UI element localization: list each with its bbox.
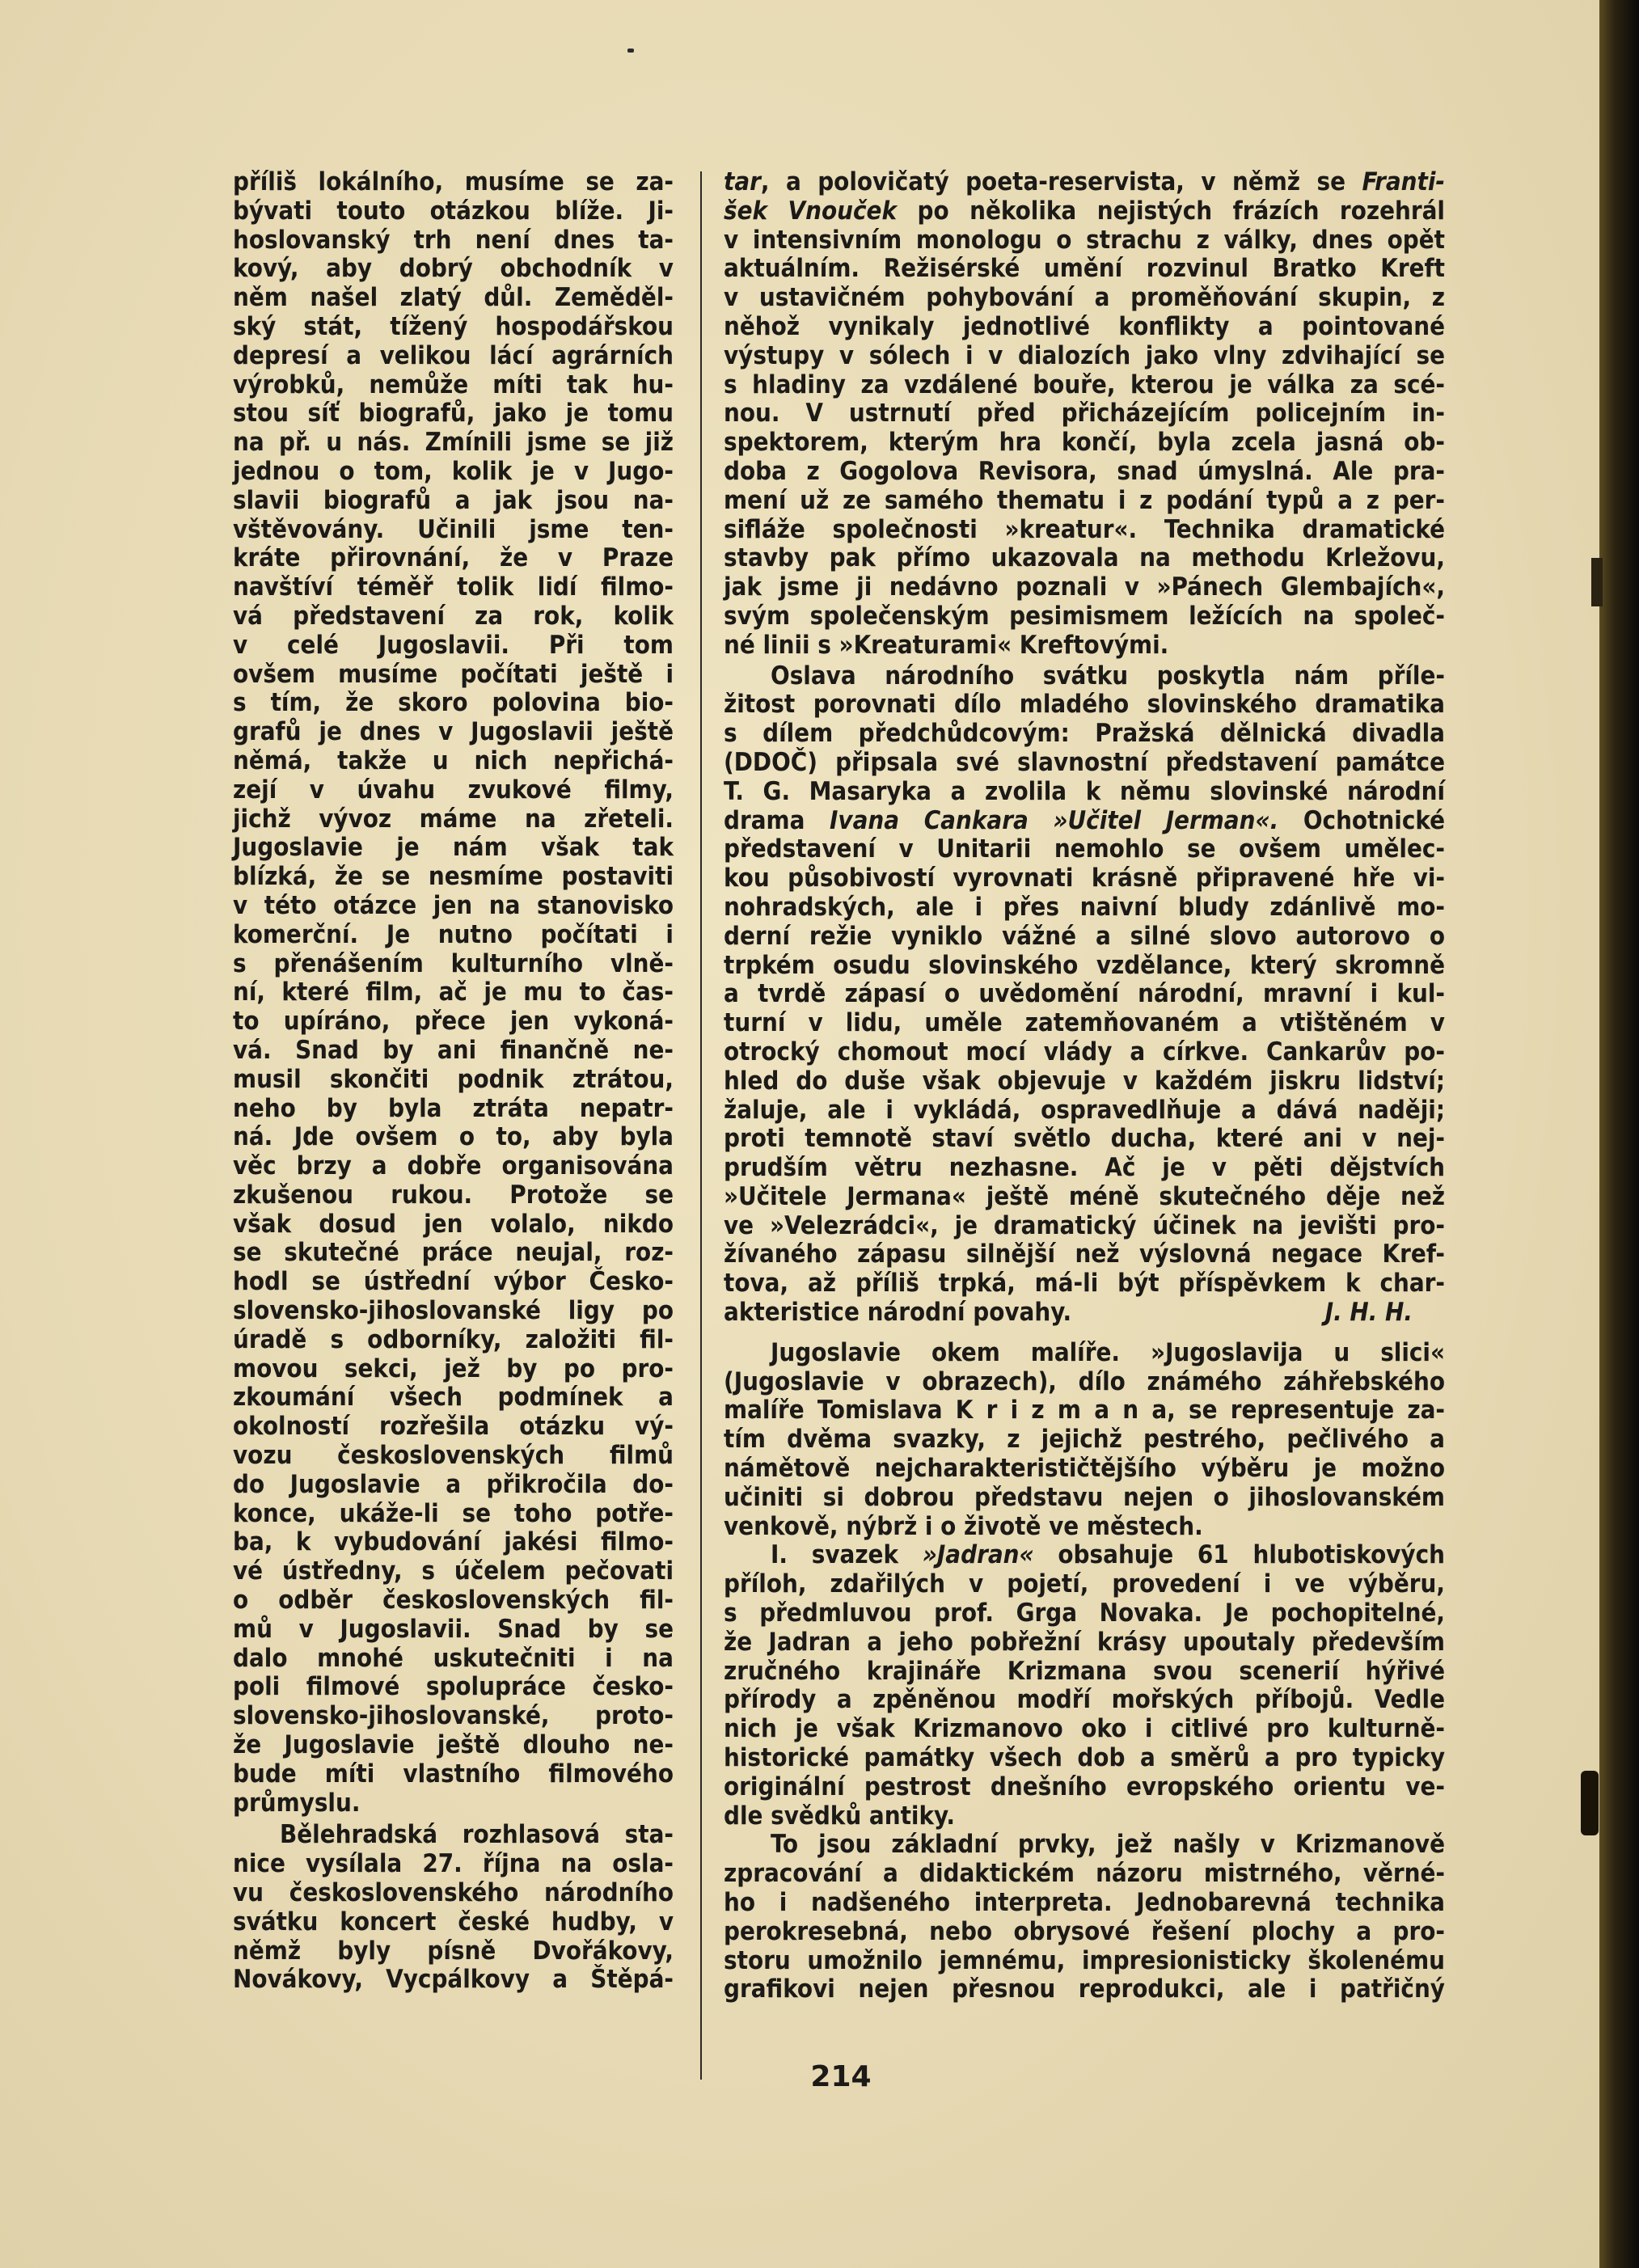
text-line xyxy=(233,1760,674,1789)
text-line xyxy=(233,1239,674,1268)
text-run: spektorem, kterým hra končí, byla zcela jasná ob- xyxy=(724,428,1445,458)
text-run: To jsou základní prvky, jež našly v Krizmanově xyxy=(771,1830,1445,1860)
text-run: neho by byla ztráta nepatr- xyxy=(233,1093,674,1123)
text-run: o odběr československých fil- xyxy=(233,1586,674,1615)
text-line xyxy=(233,1731,674,1760)
text-run: jednou o tom, kolik je v Jugo- xyxy=(233,456,674,486)
text-run: Franti- xyxy=(1362,167,1445,196)
text-run: musil skončiti podnik ztrátou, xyxy=(233,1064,674,1094)
text-run: grafikovi nejen přesnou reprodukci, ale i patřičný xyxy=(724,1974,1445,2004)
text-line xyxy=(724,1396,1445,1425)
text-line xyxy=(233,342,674,371)
text-line xyxy=(724,1975,1445,2004)
text-line xyxy=(233,1383,674,1413)
text-line xyxy=(233,255,674,284)
text-run: zkušenou rukou. Protože se xyxy=(233,1180,674,1210)
text-line xyxy=(233,313,674,342)
text-line xyxy=(233,1821,674,1850)
text-run: originální pestrost dnešního evropského orientu ve- xyxy=(724,1772,1445,1801)
text-line xyxy=(724,1240,1445,1269)
text-line xyxy=(233,226,674,256)
text-run: hled do duše však objevuje v každém jiskru lidství; xyxy=(724,1066,1445,1096)
text-run: , se representuje za- xyxy=(1167,1396,1446,1425)
text-run: v celé Jugoslavii. Při tom xyxy=(233,630,674,660)
text-run: »Jugoslavija u slici« xyxy=(1120,1337,1445,1367)
text-run: hoslovanský trh není dnes ta- xyxy=(233,225,674,255)
text-line xyxy=(724,1658,1445,1687)
text-line xyxy=(724,1368,1445,1397)
text-run: storu umožnilo jemnému, impresionisticky školenému xyxy=(724,1945,1445,1975)
text-run: úradě s odborníky, založiti fil- xyxy=(233,1324,674,1354)
text-run: historické památky všech dob a směrů a pro typicky xyxy=(724,1743,1445,1773)
text-line xyxy=(233,1471,674,1500)
ink-speck xyxy=(627,49,634,53)
text-line xyxy=(233,950,674,979)
text-run: však dosud jen volalo, nikdo xyxy=(233,1209,674,1239)
text-run: učiniti si dobrou představu nejen o jihoslovanském xyxy=(724,1482,1445,1512)
text-line xyxy=(724,255,1445,284)
text-line xyxy=(724,544,1445,573)
text-run: po několika nejistých frázích rozehrál xyxy=(897,196,1445,226)
text-run: vá. Snad by ani finančně ne- xyxy=(233,1035,674,1065)
text-run: nohradských, ale i přes naivní bludy zdánlivě mo- xyxy=(724,892,1445,922)
text-line xyxy=(724,1541,1445,1570)
text-line xyxy=(724,1212,1445,1241)
left-column xyxy=(233,168,674,1995)
text-line xyxy=(724,1918,1445,1947)
text-run: aktuálním. Režisérské umění rozvinul Bratko Kreft xyxy=(724,254,1445,284)
text-line xyxy=(233,631,674,661)
text-line xyxy=(233,718,674,747)
text-run: prudším větru nezhasne. Ač je v pěti dějstvích xyxy=(724,1153,1445,1183)
edge-mark xyxy=(1581,1771,1599,1835)
text-line xyxy=(724,1269,1445,1299)
text-run: depresí a velikou lácí agrárních xyxy=(233,340,674,370)
text-line xyxy=(724,980,1445,1009)
text-run: výrobků, nemůže míti tak hu- xyxy=(233,370,674,399)
section-heading: Bělehradská rozhlasová sta- xyxy=(280,1820,674,1850)
text-line xyxy=(233,1966,674,1995)
text-line xyxy=(724,1773,1445,1802)
text-line xyxy=(724,487,1445,516)
text-run: doba z Gogolova Revisora, snad úmyslná. Ale pra- xyxy=(724,456,1445,486)
text-line xyxy=(724,923,1445,952)
text-run: průmyslu. xyxy=(233,1788,361,1818)
text-run: zkoumání všech podmínek a xyxy=(233,1383,674,1413)
text-line xyxy=(724,1096,1445,1126)
text-line xyxy=(724,516,1445,545)
text-line xyxy=(724,602,1445,631)
text-run: představení v Unitarii nemohlo se ovšem umělec- xyxy=(724,834,1445,864)
text-run: kový, aby dobrý obchodník v xyxy=(233,254,674,284)
text-line xyxy=(724,371,1445,400)
text-run: poli filmové spolupráce česko- xyxy=(233,1672,674,1702)
text-run: blízká, že se nesmíme postaviti xyxy=(233,862,674,892)
text-run: malíře Tomislava xyxy=(724,1396,956,1425)
text-run: né linii s »Kreaturami« Kreftovými. xyxy=(724,630,1169,660)
text-run: trpkém osudu slovinského vzdělance, který skromně xyxy=(724,950,1445,980)
text-line xyxy=(233,1586,674,1615)
text-line xyxy=(233,689,674,718)
text-line xyxy=(233,1908,674,1937)
text-line xyxy=(724,429,1445,458)
text-line xyxy=(724,1570,1445,1599)
text-line xyxy=(724,342,1445,371)
text-run: , a polovičatý poeta-reservista, v němž se xyxy=(760,167,1362,196)
text-line xyxy=(233,1850,674,1879)
text-run: ský stát, tížený hospodářskou xyxy=(233,311,674,341)
text-line xyxy=(724,313,1445,342)
text-line xyxy=(233,921,674,950)
text-run: tar xyxy=(724,167,761,196)
text-run: šek Vnouček xyxy=(724,196,898,226)
text-run: K r i z m a n a xyxy=(955,1396,1168,1425)
text-run: Novákovy, Vycpálkovy a Štěpá- xyxy=(233,1965,674,1995)
text-run: výstupy v sólech i v dialozích jako vlny zdvihající se xyxy=(724,340,1445,370)
text-line xyxy=(724,284,1445,313)
text-run: hodl se ústřední výbor Česko- xyxy=(233,1267,674,1297)
text-line xyxy=(233,1095,674,1124)
text-run: ba, k vybudování jakési filmo- xyxy=(233,1527,674,1557)
text-run: nou. V ustrnutí před přicházejícím policejním in- xyxy=(724,399,1445,429)
text-line xyxy=(724,1744,1445,1773)
text-line xyxy=(233,429,674,458)
text-run: slovensko-jihoslovanské ligy po xyxy=(233,1296,674,1326)
text-run: jichž vývoz máme na zřeteli. xyxy=(233,804,674,834)
column-divider xyxy=(700,171,702,2080)
text-run: s přenášením kulturního vlně- xyxy=(233,948,674,978)
text-run: s hladiny za vzdálené bouře, kterou je válka za scé- xyxy=(724,370,1445,399)
text-line xyxy=(233,776,674,805)
text-run: svým společenským pesimismem ležících na společ- xyxy=(724,601,1445,631)
text-run: s dílem předchůdcovým: Pražská dělnická divadla xyxy=(724,719,1445,749)
text-run: ho i nadšeného interpreta. Jednobarevná technika xyxy=(724,1888,1445,1918)
text-line xyxy=(724,1009,1445,1038)
text-line xyxy=(233,1326,674,1355)
text-run: to upíráno, přece jen vykoná- xyxy=(233,1007,674,1037)
text-line xyxy=(233,168,674,197)
text-line xyxy=(724,662,1445,691)
text-line xyxy=(233,1500,674,1529)
text-line xyxy=(233,399,674,429)
text-line xyxy=(233,458,674,487)
text-line xyxy=(233,834,674,863)
text-line xyxy=(233,1879,674,1908)
text-line xyxy=(233,1557,674,1586)
text-run: vštěvovány. Učinili jsme ten- xyxy=(233,514,674,544)
text-run: žaluje, ale i vykládá, ospravedlňuje a dává naději; xyxy=(724,1095,1445,1125)
text-run: že Jugoslavie ještě dlouho ne- xyxy=(233,1730,674,1760)
text-run: otrocký chomout mocí vlády a církve. Cankarův po- xyxy=(724,1037,1445,1066)
text-line xyxy=(724,226,1445,256)
signature: J. H. H. xyxy=(1324,1298,1413,1328)
text-line xyxy=(724,1067,1445,1096)
text-line xyxy=(233,1355,674,1384)
text-run: tova, až příliš trpká, má-li být příspěvkem k char- xyxy=(724,1269,1445,1299)
text-run: okolností rozřešila otázku vý- xyxy=(233,1412,674,1442)
text-run: příloh, zdařilých v pojetí, provedení i ve výběru, xyxy=(724,1569,1445,1599)
text-run: jak jsme ji nedávno poznali v »Pánech Glembajích«, xyxy=(724,572,1445,602)
text-line xyxy=(233,863,674,892)
text-line xyxy=(233,1413,674,1442)
text-line xyxy=(724,835,1445,864)
text-run: derní režie vyniklo vážné a silné slovo autorovo o xyxy=(724,921,1445,951)
text-run: proti temnotě staví světlo ducha, které ani v nej- xyxy=(724,1124,1445,1154)
text-run: kou působivostí vyrovnati krásně připravené hře vi- xyxy=(724,864,1445,893)
text-run: ná. Jde ovšem o to, aby byla xyxy=(233,1122,674,1152)
page-number: 214 xyxy=(810,2060,872,2093)
text-line xyxy=(724,1425,1445,1455)
text-line xyxy=(233,805,674,834)
text-line xyxy=(724,807,1445,836)
text-run: perokresebná, nebo obrysové řešení plochy a pro- xyxy=(724,1916,1445,1946)
section-heading: nice xyxy=(233,1849,285,1879)
text-run: že Jadran a jeho pobřežní krásy upoutaly především xyxy=(724,1627,1445,1657)
text-run: zručného krajináře Krizmana svou scenerií hýřivé xyxy=(724,1656,1445,1686)
text-run: vozu československých filmů xyxy=(233,1441,674,1471)
text-line xyxy=(724,1715,1445,1744)
text-run: drama xyxy=(724,805,830,835)
text-run: (Jugoslavie v obrazech), dílo známého záhřebského xyxy=(724,1366,1445,1396)
text-run: se skutečné práce neujal, roz- xyxy=(233,1238,674,1268)
text-line xyxy=(724,197,1445,226)
text-line xyxy=(233,747,674,776)
text-line xyxy=(724,1802,1445,1831)
text-run: obsahuje 61 hlubotiskových xyxy=(1033,1540,1445,1570)
text-run: vu československého národního xyxy=(233,1878,674,1908)
text-run: žitost porovnati dílo mladého slovinského dramatika xyxy=(724,690,1445,720)
text-run: dalo mnohé uskutečniti i na xyxy=(233,1643,674,1673)
text-run: akteristice národní povahy. xyxy=(724,1298,1072,1328)
text-run: »Učitele Jermana« ještě méně skutečného děje než xyxy=(724,1181,1445,1211)
text-run: movou sekci, jež by po pro- xyxy=(233,1354,674,1383)
text-run: s tím, že skoro polovina bio- xyxy=(233,688,674,718)
text-run: Jugoslavie je nám však tak xyxy=(233,833,674,863)
text-run: komerční. Je nutno počítati i xyxy=(233,919,674,949)
text-run: T. G. Masaryka a zvolila k němu slovinské národní xyxy=(724,776,1445,806)
text-line xyxy=(233,1268,674,1297)
text-run: a tvrdě zápasí o uvědomění národní, mravní i kul- xyxy=(724,979,1445,1009)
text-line xyxy=(233,284,674,313)
text-run: Oslava národního svátku poskytla nám příle- xyxy=(771,661,1445,691)
text-line xyxy=(724,1889,1445,1918)
text-run: grafů je dnes v Jugoslavii ještě xyxy=(233,717,674,747)
text-run: svátku koncert české hudby, v xyxy=(233,1907,674,1936)
text-line xyxy=(233,1210,674,1240)
text-line xyxy=(233,1442,674,1471)
text-line xyxy=(724,1299,1445,1328)
text-line xyxy=(724,1125,1445,1154)
text-run: slavii biografů a jak jsou na- xyxy=(233,485,674,515)
text-line xyxy=(724,952,1445,981)
text-line xyxy=(233,1037,674,1066)
text-run: venkově, nýbrž i o životě ve městech. xyxy=(724,1511,1203,1541)
text-line xyxy=(724,1455,1445,1484)
text-line xyxy=(724,864,1445,893)
text-line xyxy=(233,602,674,631)
page-edge-shadow xyxy=(1599,0,1639,2268)
text-line xyxy=(233,1123,674,1152)
text-line xyxy=(724,631,1445,661)
text-line xyxy=(233,516,674,545)
text-run: nich je však Krizmanovo oko i citlivé pro kulturně- xyxy=(724,1714,1445,1744)
text-run: ve »Velezrádci«, je dramatický účinek na jevišti pro- xyxy=(724,1210,1445,1240)
text-line xyxy=(233,1066,674,1095)
text-run: bude míti vlastního filmového xyxy=(233,1759,674,1789)
text-run: dle svědků antiky. xyxy=(724,1801,955,1831)
text-run: stou síť biografů, jako je tomu xyxy=(233,399,674,429)
text-run: »Jadran« xyxy=(922,1540,1034,1570)
right-column xyxy=(724,168,1445,2004)
text-line xyxy=(724,573,1445,602)
text-run: ovšem musíme počítati ještě i xyxy=(233,659,674,689)
text-line xyxy=(233,1297,674,1326)
text-line xyxy=(724,720,1445,749)
text-run: stavby pak přímo ukazovala na methodu Krležovu, xyxy=(724,543,1445,573)
text-run: přírody a zpěněnou modří mořských příbojů. Vedle xyxy=(724,1685,1445,1715)
text-line xyxy=(724,893,1445,923)
text-line xyxy=(724,1339,1445,1368)
text-line xyxy=(233,1181,674,1210)
text-run: s předmluvou prof. Grga Novaka. Je pochopitelné, xyxy=(724,1599,1445,1628)
text-line xyxy=(724,1831,1445,1860)
text-run: sifláže společnosti »kreatur«. Technika dramatické xyxy=(724,514,1445,544)
text-run: (DDOČ) připsala své slavnostní představení památce xyxy=(724,747,1445,777)
text-line xyxy=(724,1686,1445,1715)
text-line xyxy=(724,1628,1445,1658)
text-run: vysílala 27. října na osla- xyxy=(285,1849,674,1879)
text-run: něm našel zlatý důl. Zeměděl- xyxy=(233,283,674,313)
text-run: turní v lidu, uměle zatemňovaném a vtištěném v xyxy=(724,1008,1445,1038)
text-line xyxy=(724,691,1445,720)
text-run: Ivana Cankara »Učitel Jerman«. xyxy=(830,805,1279,835)
text-run: ní, které film, ač je mu to čas- xyxy=(233,978,674,1007)
text-run: zpracování a didaktickém názoru mistrného, věrné- xyxy=(724,1859,1445,1889)
text-line xyxy=(233,544,674,573)
text-line xyxy=(724,168,1445,197)
text-run: v intensivním monologu o strachu z války, dnes opět xyxy=(724,225,1445,255)
text-run: němž byly písně Dvořákovy, xyxy=(233,1936,674,1966)
text-run: v ustavičném pohybování a proměňování skupin, z xyxy=(724,283,1445,313)
text-line xyxy=(233,1702,674,1731)
text-line xyxy=(233,1673,674,1702)
section-heading: Jugoslavie okem malíře. xyxy=(771,1337,1121,1367)
text-line xyxy=(724,1183,1445,1212)
text-line xyxy=(233,661,674,690)
text-run: I. svazek xyxy=(771,1540,923,1570)
text-run: námětově nejcharakterističtějšího výběru je možno xyxy=(724,1454,1445,1484)
text-line xyxy=(233,371,674,400)
text-run: zejí v úvahu zvukové filmy, xyxy=(233,775,674,805)
text-line xyxy=(233,1645,674,1674)
text-run: žívaného zápasu silnější než výslovná negace Kref- xyxy=(724,1240,1445,1269)
text-line xyxy=(233,892,674,921)
text-run: konce, ukáže-li se toho potře- xyxy=(233,1498,674,1528)
text-line xyxy=(724,1860,1445,1889)
text-line xyxy=(724,1154,1445,1183)
text-run: vé ústředny, s účelem pečovati xyxy=(233,1556,674,1586)
text-line xyxy=(724,749,1445,778)
text-run: na př. u nás. Zmínili jsme se již xyxy=(233,428,674,458)
text-line xyxy=(724,1513,1445,1542)
text-line xyxy=(724,458,1445,487)
text-line xyxy=(233,197,674,226)
text-run: Ochotnické xyxy=(1278,805,1445,835)
text-line xyxy=(233,1937,674,1966)
text-run: navštíví téměř tolik lidí filmo- xyxy=(233,572,674,602)
text-line xyxy=(724,1947,1445,1976)
text-run: něhož vynikaly jednotlivé konflikty a pointované xyxy=(724,311,1445,341)
edge-mark xyxy=(1591,558,1603,606)
text-run: vá představení za rok, kolik xyxy=(233,601,674,631)
text-run: kráte přirovnání, že v Praze xyxy=(233,543,674,573)
text-line xyxy=(233,1152,674,1181)
text-line xyxy=(233,1528,674,1557)
text-line xyxy=(233,978,674,1007)
text-line xyxy=(233,1615,674,1645)
text-run: příliš lokálního, musíme se za- xyxy=(233,167,674,196)
text-line xyxy=(724,1484,1445,1513)
text-line xyxy=(724,399,1445,429)
text-line xyxy=(233,487,674,516)
text-run: mů v Jugoslavii. Snad by se xyxy=(233,1614,674,1644)
text-line xyxy=(724,778,1445,807)
text-run: tím dvěma svazky, z jejichž pestrého, pečlivého a xyxy=(724,1425,1445,1455)
text-line xyxy=(724,1038,1445,1067)
text-run: slovensko-jihoslovanské, proto- xyxy=(233,1701,674,1731)
text-run: bývati touto otázkou blíže. Ji- xyxy=(233,196,674,226)
text-run: v této otázce jen na stanovisko xyxy=(233,890,674,920)
text-run: mení už ze samého thematu i z podání typů a z per- xyxy=(724,485,1445,515)
text-line xyxy=(233,1789,674,1818)
text-line xyxy=(724,1599,1445,1628)
text-run: do Jugoslavie a přikročila do- xyxy=(233,1469,674,1499)
text-run: věc brzy a dobře organisována xyxy=(233,1151,674,1181)
text-line xyxy=(233,1007,674,1037)
text-run: němá, takže u nich nepřichá- xyxy=(233,745,674,775)
text-line xyxy=(233,573,674,602)
